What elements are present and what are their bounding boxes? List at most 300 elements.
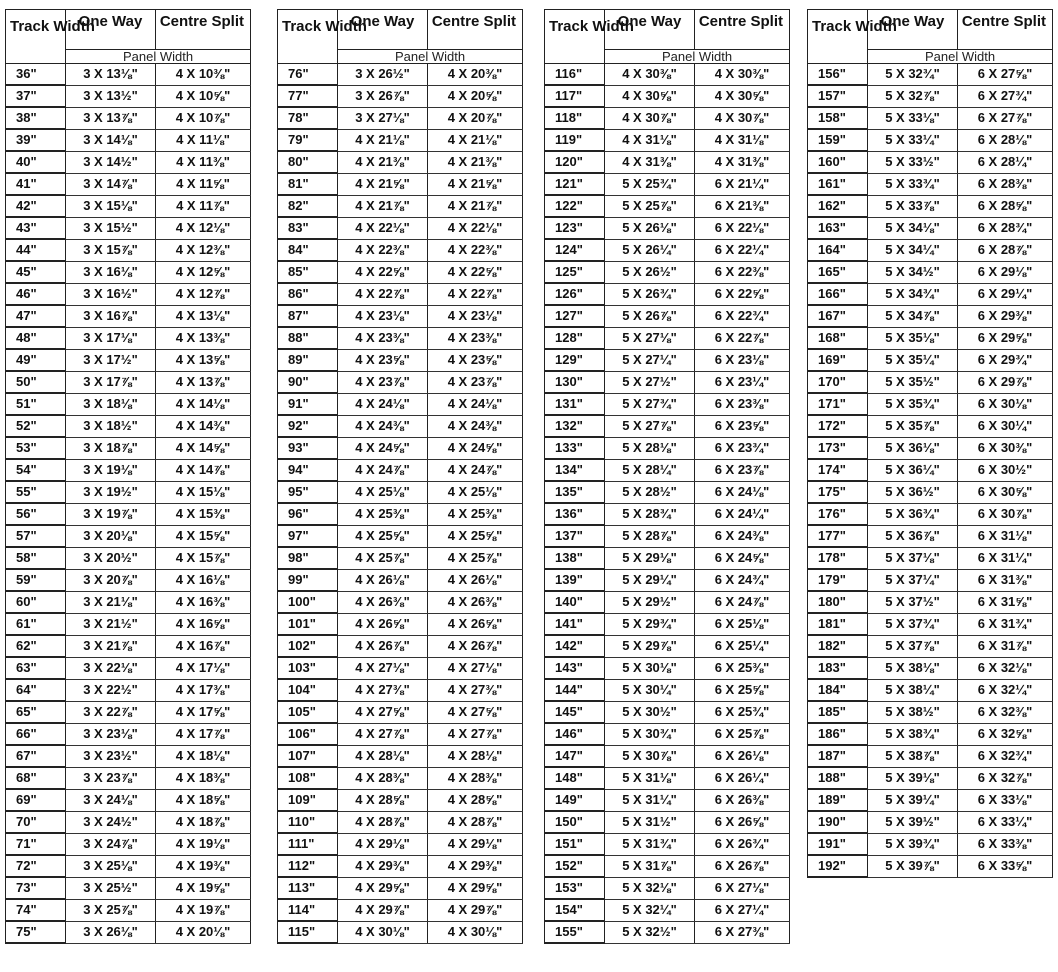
centre-split-cell: 6 X 30¼": [958, 415, 1053, 437]
size-table-3: [544, 9, 790, 944]
track-width-cell: 152": [545, 855, 605, 877]
one-way-cell: 4 X 30⅛": [338, 921, 428, 943]
centre-split-cell: 6 X 32⅞": [958, 767, 1053, 789]
one-way-cell: 4 X 31⅛": [605, 129, 695, 151]
centre-split-cell: 6 X 27⅛": [695, 877, 790, 899]
one-way-cell: 5 X 30⅞": [605, 745, 695, 767]
track-width-cell: 165": [808, 261, 868, 283]
one-way-header: One Way: [605, 10, 695, 50]
track-width-cell: 116": [545, 64, 605, 86]
track-width-cell: 178": [808, 547, 868, 569]
track-width-cell: 181": [808, 613, 868, 635]
table-row: [808, 481, 1053, 503]
centre-split-cell: 6 X 28¼": [958, 151, 1053, 173]
centre-split-cell: 6 X 30½": [958, 459, 1053, 481]
track-width-cell: 129": [545, 349, 605, 371]
one-way-cell: 5 X 32⅛": [605, 877, 695, 899]
centre-split-cell: 4 X 10⅜": [156, 64, 251, 86]
centre-split-cell: 4 X 13⅜": [156, 327, 251, 349]
track-width-cell: 145": [545, 701, 605, 723]
one-way-cell: 3 X 24½": [66, 811, 156, 833]
one-way-cell: 5 X 31¼": [605, 789, 695, 811]
track-width-cell: 184": [808, 679, 868, 701]
table-row: [545, 415, 790, 437]
table-row: [808, 151, 1053, 173]
centre-split-cell: 4 X 15⅞": [156, 547, 251, 569]
one-way-cell: 5 X 32¼": [605, 899, 695, 921]
track-width-cell: 54": [6, 459, 66, 481]
track-width-cell: 157": [808, 85, 868, 107]
one-way-cell: 4 X 28⅝": [338, 789, 428, 811]
table-row: [278, 129, 523, 151]
track-width-cell: 131": [545, 393, 605, 415]
track-width-cell: 40": [6, 151, 66, 173]
table-row: [278, 811, 523, 833]
one-way-cell: 3 X 20⅞": [66, 569, 156, 591]
track-width-cell: 124": [545, 239, 605, 261]
table-row: [545, 525, 790, 547]
one-way-cell: 5 X 39½": [868, 811, 958, 833]
track-width-cell: 61": [6, 613, 66, 635]
centre-split-cell: 4 X 31⅜": [695, 151, 790, 173]
one-way-cell: 5 X 34½": [868, 261, 958, 283]
one-way-cell: 3 X 24⅞": [66, 833, 156, 855]
table-row: [6, 679, 251, 701]
track-width-cell: 183": [808, 657, 868, 679]
table-row: [545, 877, 790, 899]
one-way-cell: 5 X 28½": [605, 481, 695, 503]
table-row: [808, 261, 1053, 283]
table-row: [278, 195, 523, 217]
one-way-cell: 5 X 26⅛": [605, 217, 695, 239]
track-width-cell: 112": [278, 855, 338, 877]
one-way-cell: 5 X 33¾": [868, 173, 958, 195]
centre-split-cell: 6 X 26¾": [695, 833, 790, 855]
table-row: [6, 503, 251, 525]
table-row: [808, 503, 1053, 525]
centre-split-cell: 4 X 28⅝": [428, 789, 523, 811]
one-way-cell: 4 X 29⅝": [338, 877, 428, 899]
track-width-cell: 79": [278, 129, 338, 151]
one-way-cell: 4 X 22⅜": [338, 239, 428, 261]
table-row: [278, 437, 523, 459]
centre-split-cell: 4 X 14⅛": [156, 393, 251, 415]
one-way-cell: 4 X 21⅜": [338, 151, 428, 173]
one-way-cell: 5 X 30¼": [605, 679, 695, 701]
centre-split-cell: 4 X 11⅝": [156, 173, 251, 195]
table-row: [6, 239, 251, 261]
one-way-header: One Way: [338, 10, 428, 50]
one-way-cell: 5 X 36¼": [868, 459, 958, 481]
one-way-cell: 5 X 35¾": [868, 393, 958, 415]
table-row: [6, 701, 251, 723]
centre-split-cell: 4 X 11⅜": [156, 151, 251, 173]
track-width-cell: 141": [545, 613, 605, 635]
size-table-4: [807, 9, 1053, 878]
centre-split-cell: 4 X 23⅞": [428, 371, 523, 393]
track-width-cell: 171": [808, 393, 868, 415]
one-way-cell: 5 X 36⅞": [868, 525, 958, 547]
one-way-cell: 3 X 17½": [66, 349, 156, 371]
one-way-cell: 3 X 16⅞": [66, 305, 156, 327]
track-width-cell: 126": [545, 283, 605, 305]
centre-split-cell: 4 X 22⅛": [428, 217, 523, 239]
one-way-cell: 5 X 29¼": [605, 569, 695, 591]
track-width-cell: 148": [545, 767, 605, 789]
table-row: [808, 679, 1053, 701]
centre-split-cell: 6 X 31¼": [958, 547, 1053, 569]
track-width-cell: 101": [278, 613, 338, 635]
track-width-cell: 43": [6, 217, 66, 239]
track-width-cell: 175": [808, 481, 868, 503]
one-way-cell: 3 X 17⅛": [66, 327, 156, 349]
centre-split-cell: 4 X 15⅝": [156, 525, 251, 547]
centre-split-cell: 6 X 25⅛": [695, 613, 790, 635]
track-width-cell: 98": [278, 547, 338, 569]
one-way-cell: 5 X 37¼": [868, 569, 958, 591]
centre-split-cell: 6 X 27¾": [958, 85, 1053, 107]
size-table-2: [277, 9, 523, 944]
centre-split-cell: 6 X 25⅝": [695, 679, 790, 701]
one-way-cell: 4 X 27⅞": [338, 723, 428, 745]
track-width-cell: 119": [545, 129, 605, 151]
table-row: [808, 305, 1053, 327]
centre-split-cell: 6 X 25⅞": [695, 723, 790, 745]
centre-split-cell: 4 X 21⅝": [428, 173, 523, 195]
one-way-cell: 3 X 26⅛": [66, 921, 156, 943]
track-width-cell: 111": [278, 833, 338, 855]
table-row: [545, 151, 790, 173]
centre-split-cell: 6 X 22⅞": [695, 327, 790, 349]
centre-split-cell: 6 X 22⅛": [695, 217, 790, 239]
centre-split-cell: 4 X 16⅝": [156, 613, 251, 635]
table-row: [545, 481, 790, 503]
track-width-cell: 179": [808, 569, 868, 591]
one-way-cell: 5 X 35½": [868, 371, 958, 393]
one-way-cell: 5 X 34¼": [868, 239, 958, 261]
table-row: [808, 107, 1053, 129]
table-row: [278, 481, 523, 503]
track-width-cell: 47": [6, 305, 66, 327]
track-width-cell: 83": [278, 217, 338, 239]
track-width-cell: 136": [545, 503, 605, 525]
table-row: [545, 855, 790, 877]
centre-split-cell: 4 X 20⅝": [428, 85, 523, 107]
track-width-cell: 64": [6, 679, 66, 701]
table-row: [545, 195, 790, 217]
centre-split-cell: 4 X 20⅜": [428, 64, 523, 86]
one-way-cell: 3 X 15½": [66, 217, 156, 239]
track-width-cell: 110": [278, 811, 338, 833]
track-width-cell: 144": [545, 679, 605, 701]
table-row: [6, 305, 251, 327]
track-width-cell: 142": [545, 635, 605, 657]
one-way-cell: 5 X 32⅞": [868, 85, 958, 107]
one-way-header: One Way: [66, 10, 156, 50]
centre-split-cell: 4 X 20⅞": [428, 107, 523, 129]
table-row: [808, 85, 1053, 107]
one-way-cell: 5 X 39¼": [868, 789, 958, 811]
centre-split-cell: 4 X 26⅛": [428, 569, 523, 591]
centre-split-cell: 4 X 11⅛": [156, 129, 251, 151]
table-row: [6, 591, 251, 613]
centre-split-cell: 6 X 29¾": [958, 349, 1053, 371]
track-width-cell: 164": [808, 239, 868, 261]
centre-split-cell: 6 X 25¾": [695, 701, 790, 723]
centre-split-cell: 6 X 28⅜": [958, 173, 1053, 195]
centre-split-cell: 4 X 13⅛": [156, 305, 251, 327]
centre-split-cell: 4 X 19⅛": [156, 833, 251, 855]
table-row: [278, 591, 523, 613]
one-way-cell: 5 X 30⅛": [605, 657, 695, 679]
centre-split-cell: 4 X 22⅞": [428, 283, 523, 305]
table-row: [808, 525, 1053, 547]
one-way-cell: 5 X 35⅛": [868, 327, 958, 349]
one-way-cell: 5 X 32½": [605, 921, 695, 943]
one-way-cell: 3 X 14⅛": [66, 129, 156, 151]
centre-split-cell: 4 X 24⅜": [428, 415, 523, 437]
centre-split-cell: 6 X 32⅝": [958, 723, 1053, 745]
centre-split-cell: 4 X 21⅞": [428, 195, 523, 217]
table-row: [6, 547, 251, 569]
track-width-cell: 52": [6, 415, 66, 437]
table-row: [6, 723, 251, 745]
track-width-cell: 99": [278, 569, 338, 591]
track-width-cell: 37": [6, 85, 66, 107]
track-width-cell: 95": [278, 481, 338, 503]
table-row: [278, 789, 523, 811]
centre-split-cell: 4 X 26⅞": [428, 635, 523, 657]
track-width-cell: 140": [545, 591, 605, 613]
table-row: [545, 107, 790, 129]
one-way-cell: 5 X 31⅛": [605, 767, 695, 789]
one-way-cell: 3 X 25⅞": [66, 899, 156, 921]
centre-split-cell: 6 X 31⅞": [958, 635, 1053, 657]
one-way-cell: 5 X 34⅞": [868, 305, 958, 327]
track-width-cell: 93": [278, 437, 338, 459]
track-width-cell: 133": [545, 437, 605, 459]
table-row: [545, 459, 790, 481]
table-row: [278, 85, 523, 107]
track-width-cell: 132": [545, 415, 605, 437]
centre-split-cell: 6 X 24⅝": [695, 547, 790, 569]
table-row: [545, 635, 790, 657]
one-way-cell: 3 X 14½": [66, 151, 156, 173]
one-way-cell: 5 X 32¾": [868, 64, 958, 86]
track-width-cell: 67": [6, 745, 66, 767]
track-width-header: Track Width: [808, 10, 868, 64]
one-way-cell: 5 X 27⅛": [605, 327, 695, 349]
track-width-cell: 155": [545, 921, 605, 943]
table-row: [808, 745, 1053, 767]
table-row: [808, 569, 1053, 591]
one-way-cell: 4 X 29⅞": [338, 899, 428, 921]
centre-split-cell: 4 X 17⅞": [156, 723, 251, 745]
table-row: [6, 64, 251, 86]
one-way-cell: 5 X 29⅞": [605, 635, 695, 657]
centre-split-cell: 4 X 18⅜": [156, 767, 251, 789]
table-row: [808, 613, 1053, 635]
track-width-cell: 82": [278, 195, 338, 217]
one-way-cell: 3 X 16½": [66, 283, 156, 305]
track-width-cell: 86": [278, 283, 338, 305]
track-width-cell: 174": [808, 459, 868, 481]
one-way-cell: 5 X 29⅛": [605, 547, 695, 569]
track-width-cell: 97": [278, 525, 338, 547]
one-way-cell: 3 X 21½": [66, 613, 156, 635]
centre-split-cell: 4 X 29⅝": [428, 877, 523, 899]
one-way-cell: 4 X 25⅝": [338, 525, 428, 547]
centre-split-cell: 6 X 26⅞": [695, 855, 790, 877]
one-way-cell: 3 X 15⅛": [66, 195, 156, 217]
table-row: [278, 723, 523, 745]
one-way-cell: 4 X 25⅛": [338, 481, 428, 503]
track-width-cell: 161": [808, 173, 868, 195]
table-row: [6, 217, 251, 239]
centre-split-cell: 4 X 12⅝": [156, 261, 251, 283]
table-row: [278, 64, 523, 86]
table-row: [6, 877, 251, 899]
one-way-cell: 3 X 17⅞": [66, 371, 156, 393]
track-width-cell: 39": [6, 129, 66, 151]
one-way-cell: 4 X 24⅛": [338, 393, 428, 415]
table-row: [278, 217, 523, 239]
table-row: [545, 613, 790, 635]
centre-split-cell: 6 X 29¼": [958, 283, 1053, 305]
track-width-cell: 74": [6, 899, 66, 921]
one-way-cell: 3 X 22⅞": [66, 701, 156, 723]
one-way-cell: 4 X 30⅜": [605, 64, 695, 86]
one-way-cell: 5 X 39⅛": [868, 767, 958, 789]
one-way-cell: 4 X 28⅞": [338, 811, 428, 833]
centre-split-cell: 4 X 14⅝": [156, 437, 251, 459]
one-way-cell: 5 X 26¾": [605, 283, 695, 305]
track-width-cell: 96": [278, 503, 338, 525]
table-row: [808, 283, 1053, 305]
table-row: [278, 569, 523, 591]
centre-split-cell: 4 X 19⅜": [156, 855, 251, 877]
centre-split-cell: 6 X 27⅝": [958, 64, 1053, 86]
centre-split-cell: 4 X 22⅜": [428, 239, 523, 261]
centre-split-cell: 6 X 29⅜": [958, 305, 1053, 327]
track-width-cell: 185": [808, 701, 868, 723]
centre-split-cell: 4 X 16⅞": [156, 635, 251, 657]
one-way-cell: 5 X 38½": [868, 701, 958, 723]
table-row: [808, 327, 1053, 349]
centre-split-cell: 6 X 30⅞": [958, 503, 1053, 525]
track-width-cell: 106": [278, 723, 338, 745]
track-width-cell: 167": [808, 305, 868, 327]
table-row: [808, 437, 1053, 459]
centre-split-cell: 4 X 24⅞": [428, 459, 523, 481]
centre-split-cell: 6 X 28⅞": [958, 239, 1053, 261]
table-row: [6, 745, 251, 767]
one-way-cell: 5 X 37⅞": [868, 635, 958, 657]
track-width-cell: 121": [545, 173, 605, 195]
one-way-cell: 5 X 27½": [605, 371, 695, 393]
centre-split-cell: 4 X 30⅝": [695, 85, 790, 107]
one-way-header: One Way: [868, 10, 958, 50]
track-width-cell: 125": [545, 261, 605, 283]
table-row: [545, 811, 790, 833]
centre-split-cell: 4 X 16⅜": [156, 591, 251, 613]
one-way-cell: 3 X 19⅞": [66, 503, 156, 525]
track-width-cell: 192": [808, 855, 868, 877]
one-way-cell: 4 X 23⅞": [338, 371, 428, 393]
track-width-cell: 78": [278, 107, 338, 129]
track-width-cell: 143": [545, 657, 605, 679]
one-way-cell: 4 X 21⅞": [338, 195, 428, 217]
centre-split-cell: 4 X 21⅜": [428, 151, 523, 173]
track-width-cell: 180": [808, 591, 868, 613]
table-row: [278, 173, 523, 195]
centre-split-cell: 4 X 27⅞": [428, 723, 523, 745]
track-width-cell: 91": [278, 393, 338, 415]
centre-split-cell: 4 X 17⅜": [156, 679, 251, 701]
one-way-cell: 4 X 29⅜": [338, 855, 428, 877]
one-way-cell: 5 X 37½": [868, 591, 958, 613]
centre-split-cell: 4 X 28⅛": [428, 745, 523, 767]
one-way-cell: 3 X 13⅛": [66, 64, 156, 86]
table-row: [545, 657, 790, 679]
track-width-cell: 108": [278, 767, 338, 789]
table-row: [6, 261, 251, 283]
track-width-cell: 60": [6, 591, 66, 613]
track-width-cell: 53": [6, 437, 66, 459]
table-row: [545, 679, 790, 701]
table-row: [545, 547, 790, 569]
table-row: [6, 129, 251, 151]
one-way-cell: 4 X 21⅝": [338, 173, 428, 195]
track-width-cell: 94": [278, 459, 338, 481]
centre-split-cell: 6 X 32⅜": [958, 701, 1053, 723]
one-way-cell: 3 X 26½": [338, 64, 428, 86]
one-way-cell: 4 X 24⅞": [338, 459, 428, 481]
track-width-cell: 107": [278, 745, 338, 767]
track-width-cell: 147": [545, 745, 605, 767]
table-row: [808, 657, 1053, 679]
one-way-cell: 5 X 31¾": [605, 833, 695, 855]
one-way-cell: 5 X 25⅞": [605, 195, 695, 217]
centre-split-cell: 4 X 12⅜": [156, 239, 251, 261]
table-row: [808, 173, 1053, 195]
track-width-cell: 156": [808, 64, 868, 86]
one-way-cell: 4 X 30⅝": [605, 85, 695, 107]
one-way-cell: 3 X 20⅛": [66, 525, 156, 547]
centre-split-cell: 4 X 30⅞": [695, 107, 790, 129]
one-way-cell: 3 X 19⅛": [66, 459, 156, 481]
table-row: [808, 217, 1053, 239]
table-row: [808, 371, 1053, 393]
one-way-cell: 3 X 18½": [66, 415, 156, 437]
table-row: [545, 64, 790, 86]
one-way-cell: 3 X 22⅛": [66, 657, 156, 679]
centre-split-cell: 6 X 23⅛": [695, 349, 790, 371]
track-width-cell: 70": [6, 811, 66, 833]
panel-width-subheader: Panel Width: [868, 50, 1053, 64]
track-width-cell: 65": [6, 701, 66, 723]
centre-split-cell: 4 X 23⅜": [428, 327, 523, 349]
one-way-cell: 3 X 15⅞": [66, 239, 156, 261]
centre-split-cell: 6 X 31⅜": [958, 569, 1053, 591]
centre-split-cell: 4 X 27⅜": [428, 679, 523, 701]
centre-split-cell: 4 X 11⅞": [156, 195, 251, 217]
one-way-cell: 3 X 27⅛": [338, 107, 428, 129]
table-row: [6, 437, 251, 459]
table-row: [6, 635, 251, 657]
table-row: [278, 745, 523, 767]
centre-split-cell: 4 X 19⅞": [156, 899, 251, 921]
